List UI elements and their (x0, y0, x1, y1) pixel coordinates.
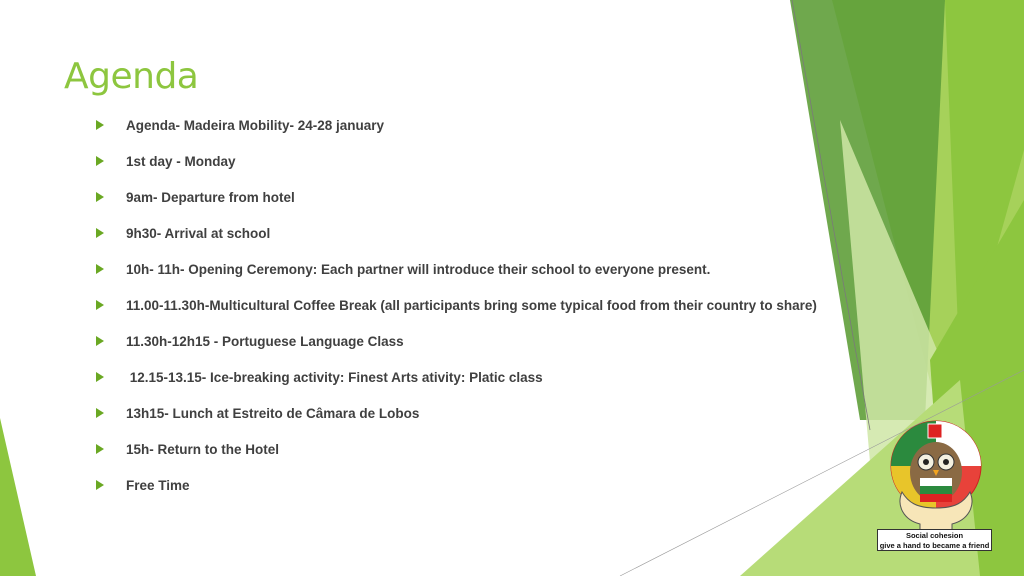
left-green-shape (0, 418, 36, 576)
bullet-arrow-icon (96, 408, 104, 418)
agenda-item-text: 11.30h-12h15 - Portuguese Language Class (126, 333, 404, 349)
agenda-item (96, 143, 817, 179)
bullet-arrow-icon (96, 300, 104, 310)
bullet-arrow-icon (96, 120, 104, 130)
bullet-arrow-icon (96, 336, 104, 346)
bullet-arrow-icon (96, 192, 104, 202)
agenda-item (96, 287, 817, 323)
agenda-item-text: 1st day - Monday (126, 153, 236, 169)
bullet-arrow-icon (96, 480, 104, 490)
agenda-item-text: 15h- Return to the Hotel (126, 441, 280, 457)
bullet-arrow-icon (96, 156, 104, 166)
agenda-item (96, 431, 817, 467)
logo-caption (877, 529, 992, 551)
agenda-item-text: 12.15-13.15- Ice-breaking activity: Finest Arts ativity: Platic class (126, 369, 543, 385)
agenda-item-text: 9h30- Arrival at school (126, 225, 271, 241)
logo-caption-line2: give a hand to became a friend (879, 541, 990, 550)
agenda-item (96, 359, 817, 395)
bullet-arrow-icon (96, 372, 104, 382)
agenda-item (96, 467, 817, 503)
agenda-item (96, 179, 817, 215)
bullet-arrow-icon (96, 228, 104, 238)
agenda-item (96, 395, 817, 431)
agenda-item (96, 323, 817, 359)
bullet-arrow-icon (96, 264, 104, 274)
agenda-list (96, 107, 817, 503)
agenda-item-text: Free Time (126, 477, 190, 493)
agenda-item-text: 11.00-11.30h-Multicultural Coffee Break (all participants bring some typical food from their country to share) (126, 297, 817, 313)
page-title: Agenda (64, 56, 199, 97)
bullet-arrow-icon (96, 444, 104, 454)
agenda-item (96, 251, 817, 287)
agenda-item-text: 10h- 11h- Opening Ceremony: Each partner will introduce their school to everyone present. (126, 261, 711, 277)
agenda-item-text: 13h15- Lunch at Estreito de Câmara de Lobos (126, 405, 420, 421)
logo-caption-line1: Social cohesion (905, 531, 964, 540)
agenda-item-text: 9am- Departure from hotel (126, 189, 295, 205)
agenda-item (96, 215, 817, 251)
agenda-item (96, 107, 817, 143)
agenda-item-text: Agenda- Madeira Mobility- 24-28 january (126, 117, 385, 133)
